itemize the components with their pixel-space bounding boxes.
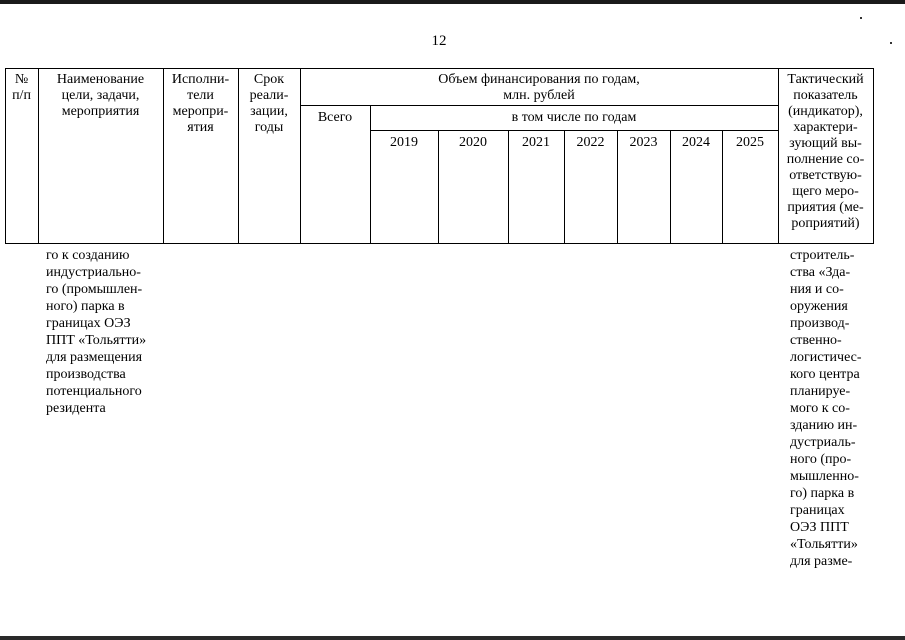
scan-edge-top <box>0 0 905 4</box>
text-line: потенциального <box>46 384 142 399</box>
text-line: го (промышлен- <box>46 282 143 297</box>
header-year-2021: 2021 <box>522 135 550 150</box>
text-line: мого к со- <box>790 401 850 416</box>
text-line: зданию ин- <box>790 418 858 433</box>
header-col-number: № п/п <box>12 72 31 103</box>
text-line: индустриально- <box>46 265 141 280</box>
text-line: логистичес- <box>790 350 862 365</box>
text-line: «Тольятти» <box>790 537 858 552</box>
scan-speck <box>890 42 892 44</box>
text-line: ния и со- <box>790 282 844 297</box>
text-line: ства «Зда- <box>790 265 851 280</box>
header-year-2023: 2023 <box>629 135 658 150</box>
text-line: границах <box>790 503 845 518</box>
scan-edge-bottom <box>0 636 905 640</box>
text-line: для размещения <box>46 350 143 365</box>
header-col-funding: Объем финансирования по годам, млн. рублей <box>438 72 640 103</box>
page-number: 12 <box>431 33 447 49</box>
text-line: ППТ «Тольятти» <box>46 333 147 348</box>
header-col-indicator: Тактический показатель (индикатор), характери- зующий вы- полнение со- ответствую- щего меро- приятия (ме- роприятий) <box>786 72 865 231</box>
text-line: го к созданию <box>46 248 130 263</box>
header-col-by-years: в том числе по годам <box>511 110 637 125</box>
text-line: ного (про- <box>790 452 852 467</box>
header-year-2024: 2024 <box>682 135 710 150</box>
text-line: дустриаль- <box>790 435 856 450</box>
text-line: резидента <box>46 401 106 416</box>
header-col-name: Наименование цели, задачи, мероприятия <box>56 72 145 119</box>
header-col-term: Срок реали- зации, годы <box>249 72 289 135</box>
text-line: кого центра <box>790 367 860 382</box>
text-line: производства <box>46 367 126 382</box>
text-line: мышленно- <box>790 469 859 484</box>
text-line: планируе- <box>790 384 851 399</box>
text-line: строитель- <box>790 248 855 263</box>
header-year-2022: 2022 <box>576 135 605 150</box>
text-line: оружения <box>790 299 848 314</box>
header-year-2019: 2019 <box>390 135 418 150</box>
text-line: производ- <box>790 316 850 331</box>
text-line: ОЭЗ ППТ <box>790 520 849 535</box>
body-indicator-text <box>790 247 862 570</box>
header-year-2025: 2025 <box>736 135 764 150</box>
text-line: го) парка в <box>790 486 855 501</box>
header-col-total: Всего <box>317 110 353 125</box>
text-line: границах ОЭЗ <box>46 316 131 331</box>
header-year-2020: 2020 <box>459 135 487 150</box>
header-col-executors: Исполни- тели меропри- ятия <box>171 72 230 135</box>
text-line: для разме- <box>790 554 853 569</box>
scan-speck <box>860 17 862 19</box>
text-line: ственно- <box>790 333 842 348</box>
body-name-text <box>46 247 146 417</box>
text-line: ного) парка в <box>46 299 125 314</box>
